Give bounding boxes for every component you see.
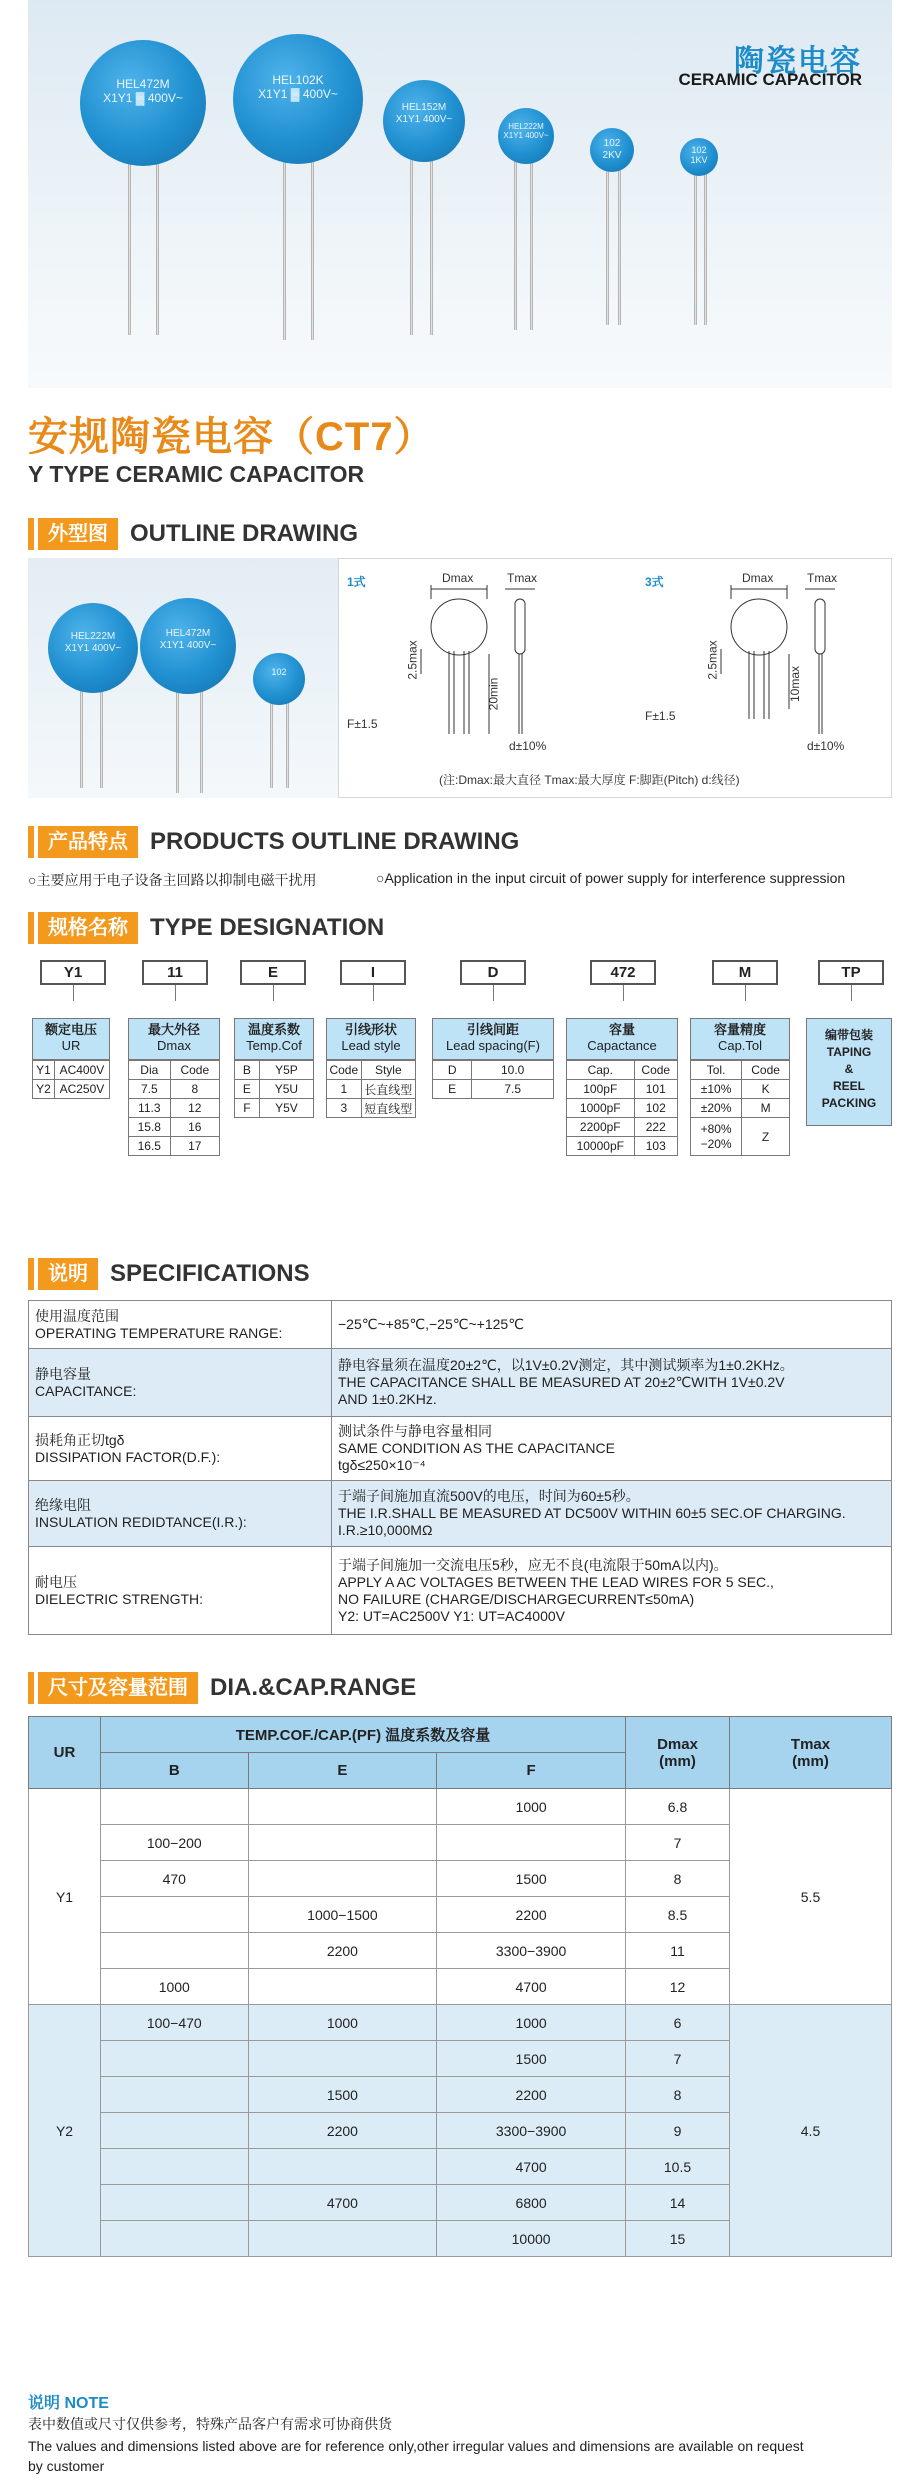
code-box: E [240, 960, 306, 985]
code-box: 472 [590, 960, 656, 985]
min20-label: 20min [486, 677, 501, 711]
capacitor-image: HEL472M X1Y1 400V~ [140, 598, 236, 694]
section-range: 尺寸及容量范围 DIA.&CAP.RANGE [28, 1672, 416, 1704]
capacitor-image: HEL222M X1Y1 400V~ [498, 108, 554, 164]
code-box: M [712, 960, 778, 985]
page-subtitle: Y TYPE CERAMIC CAPACITOR [28, 461, 365, 487]
wire-dia-label: d±10% [509, 739, 547, 753]
lead-wire [606, 155, 609, 325]
max25-label: 2.5max [705, 640, 720, 680]
header-packing: 编带包装 TAPING & REEL PACKING [806, 1018, 892, 1126]
lead-wire [430, 140, 433, 335]
lead-wire [704, 160, 707, 325]
style3-label: 3式 [645, 575, 664, 589]
col-tmax: Tmax (mm) [730, 1717, 892, 1789]
section-designation: 规格名称 TYPE DESIGNATION [28, 912, 384, 944]
table-dmax: Dia Code 7.5 8 11.3 12 15.8 16 16.5 17 [128, 1060, 220, 1156]
col-f: F [437, 1753, 626, 1789]
pitch-label: F±1.5 [645, 709, 676, 723]
table-lead-spacing: D 10.0 E 7.5 [432, 1060, 554, 1099]
header-lead-spacing: 引线间距 Lead spacing(F) [432, 1018, 554, 1060]
header-capacitance: 容量 Capactance [566, 1018, 678, 1060]
capacitor-image: HEL222M X1Y1 400V~ [48, 603, 138, 693]
table-ur: Y1 AC400V Y2 AC250V [32, 1060, 110, 1099]
lead-wire [530, 150, 533, 330]
lead-wire [514, 150, 517, 330]
hero-cn-title: 陶瓷电容 [734, 45, 862, 78]
tmax-label: Tmax [507, 571, 537, 585]
hero-en-title: CERAMIC CAPACITOR [678, 70, 862, 89]
wire-dia-label: d±10% [807, 739, 845, 753]
capacitor-image: HEL152M X1Y1 400V~ [383, 80, 465, 162]
code-box: 11 [142, 960, 208, 985]
lead-wire [618, 155, 621, 325]
col-b: B [101, 1753, 249, 1789]
dmax-label: Dmax [742, 571, 774, 585]
capacitor-image: 102 [253, 653, 305, 705]
page-title: 安规陶瓷电容（CT7） [28, 415, 435, 459]
capacitor-image: HEL102K X1Y1 ▓ 400V~ [233, 34, 363, 164]
outline-photo [28, 558, 338, 798]
section-specs: 说明 SPECIFICATIONS [28, 1258, 310, 1290]
col-e: E [248, 1753, 437, 1789]
feature-en: ○Application in the input circuit of power supply for interference suppression [376, 870, 846, 886]
section-outline: 外型图 OUTLINE DRAWING [28, 518, 358, 550]
table-lead-style: Code Style 1 长直线型 3 短直线型 [326, 1060, 416, 1118]
code-box: Y1 [40, 960, 106, 985]
range-table: UR TEMP.COF./CAP.(PF) 温度系数及容量 Dmax (mm) Tmax (mm) B E F Y1 1000 6.8 5.5 100−200 7 470 1500 8 1000−1500 2200 8.5 2200 3300−3900 11 1000 4700 12 Y2 100−470 1000 1000 6 4.5 1500 7 1500 2200 8 2200 3300−3900 9 4700 10.5 4700 6800 14 10000 15 [28, 1716, 892, 2257]
tmax-label: Tmax [807, 571, 837, 585]
capacitor-image: 102 1KV [680, 138, 718, 176]
lead-wire [694, 160, 697, 325]
header-temp: 温度系数 Temp.Cof [234, 1018, 314, 1060]
outline-svg [339, 559, 893, 799]
feature-cn: ○主要应用于电子设备主回路以抑制电磁干扰用 [28, 872, 317, 888]
col-dmax: Dmax (mm) [626, 1717, 730, 1789]
table-capacitance: Cap. Code 100pF 101 1000pF 102 2200pF 222 10000pF 103 [566, 1060, 678, 1156]
capacitor-image: HEL472M X1Y1 ▓ 400V~ [80, 40, 206, 166]
table-tolerance: Tol. Code ±10% K ±20% M +80% −20% Z [690, 1060, 790, 1156]
outline-diagram [338, 558, 892, 798]
note-cn: 表中数值或尺寸仅供参考，特殊产品客户有需求可协商供货 [28, 2416, 392, 2432]
col-ur: UR [29, 1717, 101, 1789]
dmax-label: Dmax [442, 571, 474, 585]
style1-label: 1式 [347, 575, 366, 589]
lead-wire [410, 140, 413, 335]
code-box: D [460, 960, 526, 985]
max25-label: 2.5max [405, 640, 420, 680]
note-en-2: by customer [28, 2458, 105, 2474]
note-title: 说明 NOTE [28, 2395, 109, 2412]
hero-banner [28, 0, 892, 388]
max10-label: 10max [788, 665, 803, 703]
capacitor-image: 102 2KV [590, 128, 634, 172]
header-dmax: 最大外径 Dmax [128, 1018, 220, 1060]
code-box: TP [818, 960, 884, 985]
col-temp: TEMP.COF./CAP.(PF) 温度系数及容量 [101, 1717, 626, 1753]
header-ur: 额定电压 UR [32, 1018, 110, 1060]
outline-note: (注:Dmax:最大直径 Tmax:最大厚度 F:脚距(Pitch) d:线径) [439, 773, 740, 787]
header-lead-style: 引线形状 Lead style [326, 1018, 416, 1060]
code-box: I [340, 960, 406, 985]
spec-table: 使用温度范围 OPERATING TEMPERATURE RANGE: −25℃~+85℃,−25℃~+125℃ 静电容量 CAPACITANCE: 静电容量须在温度20±2℃，以1V±0.2V测定，其中测试频率为1±0.2KHz。 THE CAPACITANCE SHALL BE MEASURED AT 20±2℃WITH 1V±0.2V AND 1±0.2KHz. 损耗角正切tgδ DISSIPATION FACTOR(D.F.): 测试条件与静电容量相同 SAME CONDITION AS THE CAPACITANCE tgδ≤250×10⁻⁴ 绝缘电阻 INSULATION REDIDTANCE(I.R.): 于端子间施加直流500V的电压，时间为60±5秒。 THE I.R.SHALL BE MEASURED AT DC500V WITHIN 60±5 SEC.OF CHARGING. I.R.≥10,000MΩ 耐电压 DIELECTRIC STRENGTH: 于端子间施加一交流电压5秒，应无不良(电流限于50mA以内)。 APPLY A AC VOLTAGES BETWEEN THE LEAD WIRES FOR 5 SEC., NO FAILURE (CHARGE/DISCHARGECURRENT≤50mA) Y2: UT=AC2500V Y1: UT=AC4000V [28, 1300, 892, 1635]
pitch-label: F±1.5 [347, 717, 378, 731]
header-tolerance: 容量精度 Cap.Tol [690, 1018, 790, 1060]
note-en-1: The values and dimensions listed above are for reference only,other irregular values and dimensions are available on request [28, 2438, 804, 2454]
section-features: 产品特点 PRODUCTS OUTLINE DRAWING [28, 826, 519, 858]
table-temp: B Y5P E Y5U F Y5V [234, 1060, 314, 1118]
